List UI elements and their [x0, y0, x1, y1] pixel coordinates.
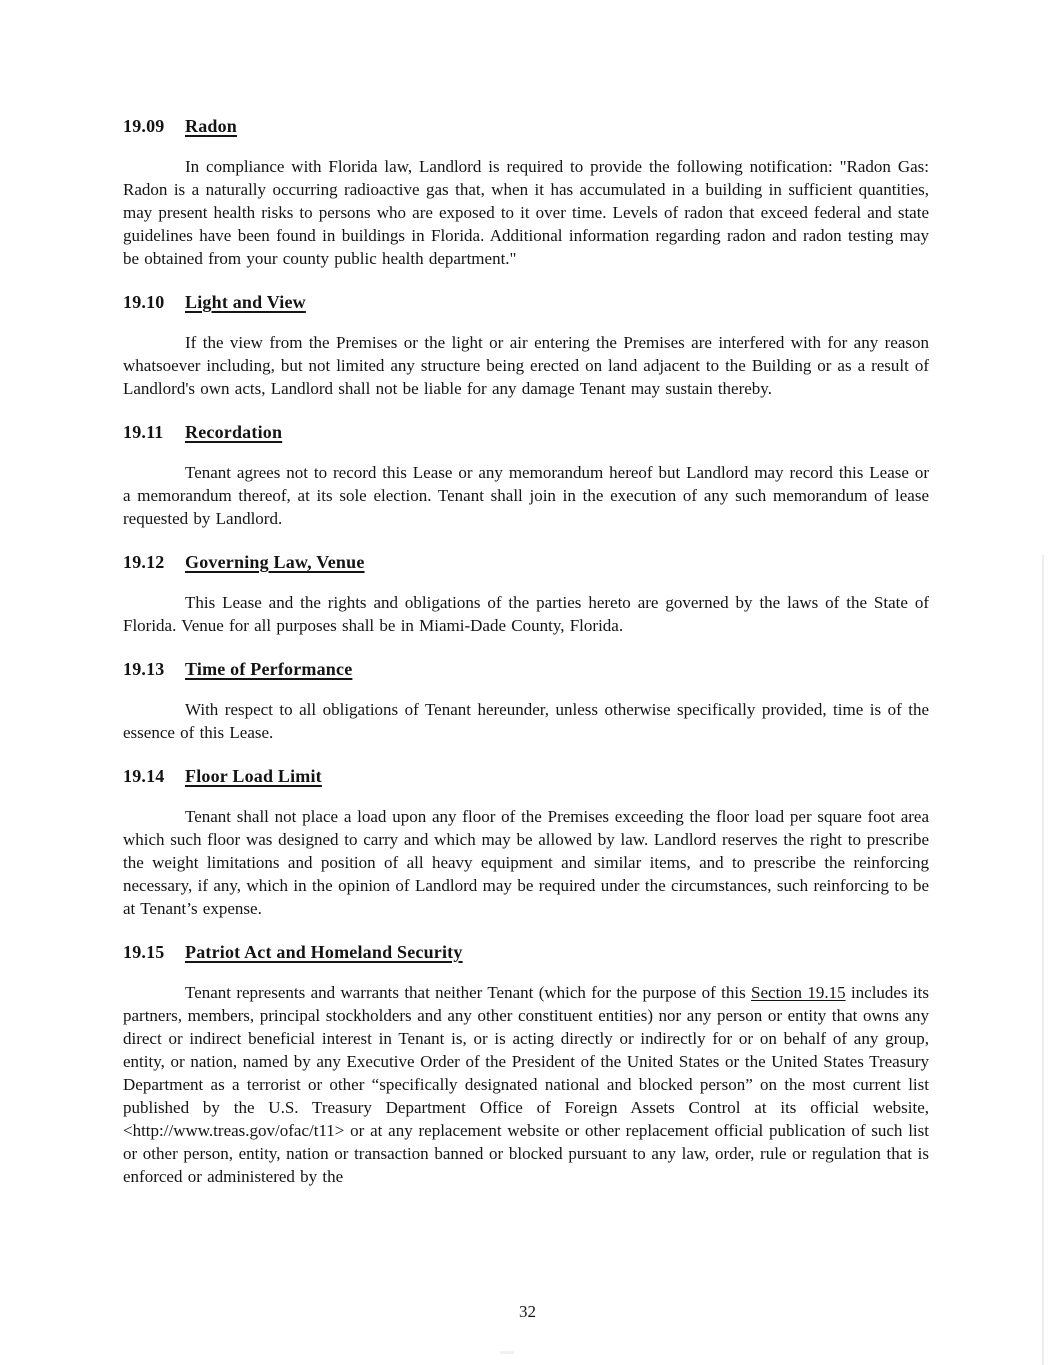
paragraph-text: If the view from the Premises or the light or air entering the Premises are interfered with for any reason whatsoever including, but not limited any structure being erected on land adjacent to the Building or as a result of Landlord's own acts, Landlord shall not be liable for any damage Tenant may sustain thereby.: [123, 333, 929, 398]
lease-section: [123, 421, 929, 530]
section-heading: [123, 765, 929, 788]
lease-section: [123, 658, 929, 744]
paragraph-text: Tenant agrees not to record this Lease or any memorandum hereof but Landlord may record this Lease or a memorandum thereof, at its sole election. Tenant shall join in the execution of any such memorandum of lease requested by Landlord.: [123, 463, 929, 528]
section-heading: [123, 658, 929, 681]
scan-artifact-line: [1042, 555, 1044, 1365]
section-number: 19.10: [123, 292, 165, 312]
lease-section: [123, 291, 929, 400]
document-body: [123, 115, 929, 1209]
section-paragraph: [123, 331, 929, 400]
section-title: Radon: [185, 116, 238, 136]
section-title: Governing Law, Venue: [185, 552, 365, 572]
section-number: 19.11: [123, 422, 164, 442]
section-title: Time of Performance: [185, 659, 353, 679]
section-paragraph: [123, 461, 929, 530]
paragraph-text: Tenant shall not place a load upon any floor of the Premises exceeding the floor load per square foot area which such floor was designed to carry and which may be allowed by law. Landlord reserves the right to prescribe the weight limitations and position of all heavy equipment and similar items, and to prescribe the reinforcing necessary, if any, which in the opinion of Landlord may be required under the circumstances, such reinforcing to be at Tenant’s expense.: [123, 807, 929, 918]
section-heading: [123, 421, 929, 444]
section-heading: [123, 291, 929, 314]
section-title: Light and View: [185, 292, 306, 312]
section-heading: [123, 115, 929, 138]
paragraph-text: includes its partners, members, principal stockholders and any other constituent entities) nor any person or entity that owns any direct or indirect beneficial interest in Tenant is, or is acting directly or indirectly for or on behalf of any group, entity, or nation, named by any Executive Order of the President of the United States or the United States Treasury Department as a terrorist or other “specifically designated national and blocked person” on the most current list published by the U.S. Treasury Department Office of Foreign Assets Control at its official website, <http://www.treas.gov/ofac/t11> or at any replacement website or other replacement official publication of such list or other person, entity, nation or transaction banned or blocked pursuant to any law, order, rule or regulation that is enforced or administered by the: [123, 983, 929, 1186]
section-paragraph: [123, 155, 929, 270]
paragraph-text: This Lease and the rights and obligations of the parties hereto are governed by the laws of the State of Florida. Venue for all purposes shall be in Miami-Dade County, Florida.: [123, 593, 929, 635]
section-number: 19.12: [123, 552, 165, 572]
section-title: Patriot Act and Homeland Security: [185, 942, 463, 962]
sections-container: [123, 115, 929, 1188]
paragraph-text: Tenant represents and warrants that neither Tenant (which for the purpose of this: [185, 983, 752, 1002]
section-heading: [123, 941, 929, 964]
scan-artifact-smudge: [500, 1351, 514, 1354]
section-number: 19.09: [123, 116, 165, 136]
section-paragraph: [123, 981, 929, 1188]
lease-section: [123, 551, 929, 637]
section-number: 19.14: [123, 766, 165, 786]
lease-section: [123, 765, 929, 920]
section-title: Recordation: [185, 422, 283, 442]
section-number: 19.13: [123, 659, 165, 679]
section-number: 19.15: [123, 942, 165, 962]
section-title: Floor Load Limit: [185, 766, 322, 786]
section-paragraph: [123, 591, 929, 637]
section-heading: [123, 551, 929, 574]
section-paragraph: [123, 805, 929, 920]
cross-reference-text: Section 19.15: [751, 983, 846, 1002]
section-paragraph: [123, 698, 929, 744]
paragraph-text: In compliance with Florida law, Landlord is required to provide the following notification: "Radon Gas: Radon is a naturally occurring radioactive gas that, when it has accumulated in a building in sufficient quantities, may present health risks to persons who are exposed to it over time. Levels of radon that exceed federal and state guidelines have been found in buildings in Florida. Additional information regarding radon and radon testing may be obtained from your county public health department.": [123, 157, 929, 268]
page-number: 32: [519, 1302, 536, 1321]
paragraph-text: With respect to all obligations of Tenant hereunder, unless otherwise specifically provided, time is of the essence of this Lease.: [123, 700, 929, 742]
lease-section: [123, 115, 929, 270]
lease-section: [123, 941, 929, 1188]
